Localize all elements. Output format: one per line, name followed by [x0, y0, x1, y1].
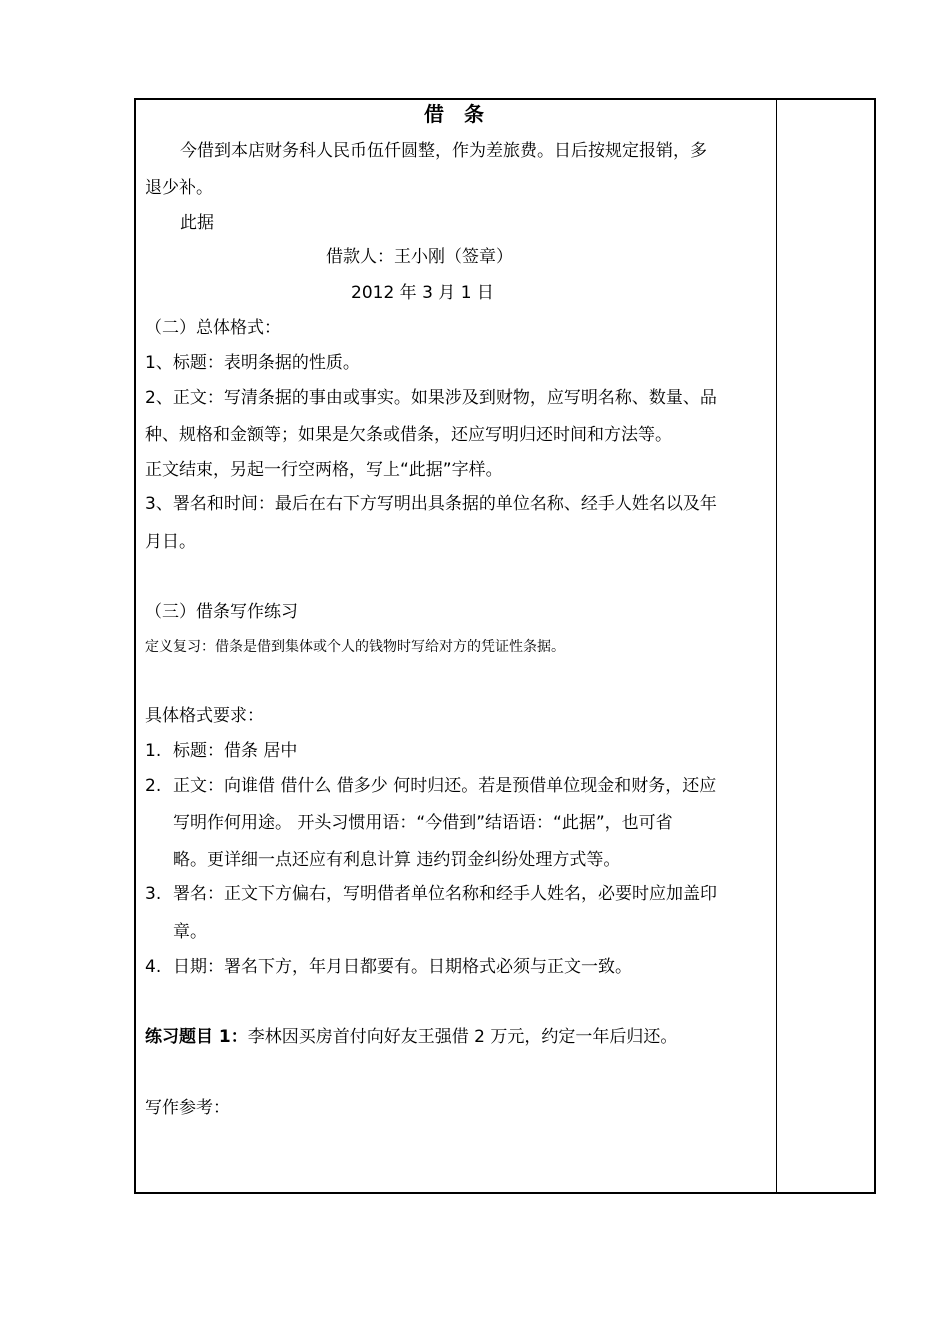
section2-item3-line2: 月日。 [145, 532, 196, 552]
body-line-2: 退少补。 [145, 178, 213, 198]
requirement-3-line2: 章。 [173, 922, 207, 942]
section2-item1: 1、标题：表明条据的性质。 [145, 353, 360, 373]
requirement-2-line1 [145, 776, 716, 796]
requirement-4-number: 4. [145, 957, 162, 977]
document-date: 2012 年 3 月 1 日 [351, 283, 494, 303]
closing-phrase: 此据 [180, 213, 214, 233]
body-line-1: 今借到本店财务科人民币伍仟圆整，作为差旅费。日后按规定报销，多 [180, 141, 707, 161]
requirement-3-number: 3. [145, 884, 162, 904]
exercise-1-text: 李林因买房首付向好友王强借 2 万元，约定一年后归还。 [247, 1027, 678, 1047]
borrower-signature: 借款人：王小刚（签章） [326, 247, 513, 267]
requirement-4 [145, 957, 632, 977]
format-heading: 具体格式要求： [145, 706, 264, 726]
document-title: 借 条 [424, 102, 484, 126]
requirement-1-number: 1. [145, 741, 162, 761]
requirement-3-line1 [145, 884, 717, 904]
requirement-3-text: 署名：正文下方偏右，写明借者单位名称和经手人姓名，必要时应加盖印 [173, 884, 717, 904]
writing-reference: 写作参考： [145, 1098, 230, 1118]
requirement-2-text: 正文：向谁借 借什么 借多少 何时归还。若是预借单位现金和财务，还应 [173, 776, 717, 796]
section2-heading: （二）总体格式： [145, 318, 281, 338]
section2-item3-line1: 3、署名和时间：最后在右下方写明出具条据的单位名称、经手人姓名以及年 [145, 494, 717, 514]
exercise-1 [145, 1027, 677, 1047]
requirement-2-line2: 写明作何用途。 开头习惯用语：“今借到”结语语：“此据”，也可省 [173, 813, 673, 833]
requirement-1-text: 标题：借条 居中 [173, 741, 298, 761]
definition-review: 定义复习：借条是借到集体或个人的钱物时写给对方的凭证性条据。 [145, 639, 565, 655]
exercise-1-label: 练习题目 1： [145, 1027, 248, 1047]
requirement-2-line3: 略。更详细一点还应有利息计算 违约罚金纠纷处理方式等。 [173, 850, 621, 870]
requirement-1 [145, 741, 297, 761]
column-divider [776, 100, 777, 1192]
requirement-2-number: 2. [145, 776, 162, 796]
section2-item2-line2: 种、规格和金额等；如果是欠条或借条，还应写明归还时间和方法等。 [145, 425, 672, 445]
section3-heading: （三）借条写作练习 [145, 602, 298, 622]
requirement-4-text: 日期：署名下方，年月日都要有。日期格式必须与正文一致。 [173, 957, 632, 977]
section2-item2-line3: 正文结束，另起一行空两格，写上“此据”字样。 [145, 460, 503, 480]
section2-item2-line1: 2、正文：写清条据的事由或事实。如果涉及到财物，应写明名称、数量、品 [145, 388, 717, 408]
